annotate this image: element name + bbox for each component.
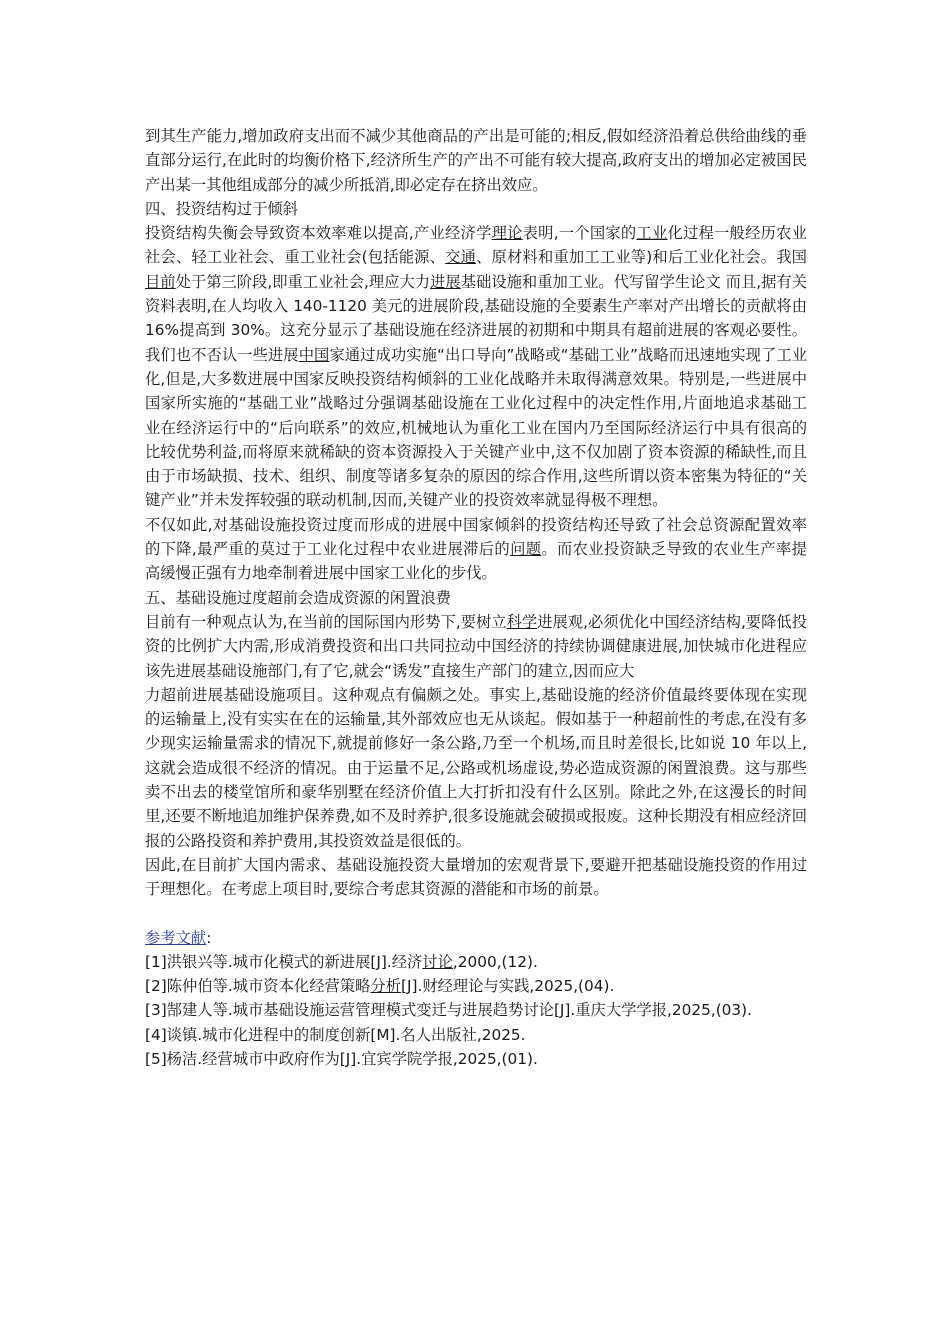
link-problem[interactable]: 问题: [510, 540, 542, 559]
link-discussion[interactable]: 讨论: [422, 952, 453, 971]
link-analysis[interactable]: 分析: [370, 977, 402, 996]
link-transport[interactable]: 交通: [445, 248, 477, 267]
references-heading: 参考文献:: [145, 928, 212, 947]
link-industry[interactable]: 工业: [636, 224, 668, 243]
link-development[interactable]: 进展: [430, 272, 461, 291]
spacer: [145, 902, 807, 926]
link-science[interactable]: 科学: [506, 612, 538, 631]
link-current[interactable]: 目前: [145, 272, 176, 291]
reference-item-5: [5]杨洁.经营城市中政府作为[J].宜宾学院学报,2025,(01).: [145, 1049, 538, 1068]
document-page: [145, 124, 807, 1071]
link-theory[interactable]: 理论: [491, 224, 523, 243]
reference-item-1: [1]洪银兴等.城市化模式的新进展[J].经济讨论,2000,(12).: [145, 952, 538, 971]
paragraph-economic-value: 力超前进展基础设施项目。这种观点有偏颇之处。事实上,基础设施的经济价值最终要体现在实现的运输量上,没有实实在在的运输量,其外部效应也无从谈起。假如基于一种超前性的考虑,在没有多少现实运输量需求的情况下,就提前修好一条公路,乃至一个机场,而且时差很长,比如说 10 年以上,这就会造成很不经济的情况。由于运量不足,公路或机场虚设,势必造成资源的闲置浪费。这与那些卖不出去的楼堂馆所和豪华别墅在经济价值上大打折扣没有什么区别。除此之外,在这漫长的时间里,还要不断地追加维护保养费,如不及时养护,很多设施就会破损或报废。这种长期没有相应经济回报的公路投资和养护费用,其投资效益是很低的。: [145, 685, 807, 850]
paragraph-resource-allocation: 不仅如此,对基础设施投资过度而形成的进展中国家倾斜的投资结构还导致了社会总资源配置效率的下降,最严重的莫过于工业化过程中农业进展滞后的问题。而农业投资缺乏导致的农业生产率提高缓慢正强有力地牵制着进展中国家工业化的步伐。: [145, 515, 807, 583]
paragraph-investment-structure: 投资结构失衡会导致资本效率难以提高,产业经济学理论表明,一个国家的工业化过程一般经历农业社会、轻工业社会、重工业社会(包括能源、交通、原材料和重加工工业等)和后工业化社会。我国目前处于第三阶段,即重工业社会,理应大力进展基础设施和重加工业。代写留学生论文 而且,据有关资料表明,在人均收入 140-1120 美元的进展阶段,基础设施的全要素生产率对产出增长的贡献将由 16%提高到 30%。这充分显示了基础设施在经济进展的初期和中期具有超前进展的客观必要性。我们也不否认一些进展中国家通过成功实施“出口导向”战略或“基础工业”战略而迅速地实现了工业化,但是,大多数进展中国家反映投资结构倾斜的工业化战略并未取得满意效果。特别是,一些进展中国家所实施的“基础工业”战略过分强调基础设施在工业化过程中的决定性作用,片面地追求基础工业在经济运行中的“后向联系”的效应,机械地认为重化工业在国内乃至国际经济运行中具有很高的比较优势利益,而将原来就稀缺的资本资源投入于关键产业中,这不仅加剧了资本资源的稀缺性,而且由于市场缺损、技术、组织、制度等诸多复杂的原因的综合作用,这些所谓以资本密集为特征的“关键产业”并未发挥较强的联动机制,因而,关键产业的投资效率就显得极不理想。: [145, 224, 807, 510]
reference-item-3: [3]郜建人等.城市基础设施运营管理模式变迁与进展趋势讨论[J].重庆大学学报,2025,(03).: [145, 1001, 752, 1020]
reference-item-4: [4]谈镇.城市化进程中的制度创新[M].名人出版社,2025.: [145, 1025, 526, 1044]
paragraph-crowding-out: 到其生产能力,增加政府支出而不减少其他商品的产出是可能的;相反,假如经济沿着总供给曲线的垂直部分运行,在此时的均衡价格下,经济所生产的产出不可能有较大提高,政府支出的增加必定被国民产出某一其他组成部分的减少所抵消,即必定存在挤出效应。: [145, 127, 807, 194]
paragraph-conclusion: 因此,在目前扩大国内需求、基础设施投资大量增加的宏观背景下,要避开把基础设施投资的作用过于理想化。在考虑上项目时,要综合考虑其资源的潜能和市场的前景。: [145, 855, 807, 899]
link-references[interactable]: 参考文献: [145, 928, 207, 947]
link-china[interactable]: 中国: [298, 345, 330, 364]
paragraph-viewpoint: 目前有一种观点认为,在当前的国际国内形势下,要树立科学进展观,必须优化中国经济结构,要降低投资的比例扩大内需,形成消费投资和出口共同拉动中国经济的持续协调健康进展,加快城市化进程应该先进展基础设施部门,有了它,就会“诱发”直接生产部门的建立,因而应大: [145, 612, 807, 680]
section-heading-4: 四、投资结构过于倾斜: [145, 199, 298, 218]
reference-item-2: [2]陈仲伯等.城市资本化经营策略分析[J].财经理论与实践,2025,(04).: [145, 977, 615, 996]
section-heading-5: 五、基础设施过度超前会造成资源的闲置浪费: [145, 588, 451, 607]
